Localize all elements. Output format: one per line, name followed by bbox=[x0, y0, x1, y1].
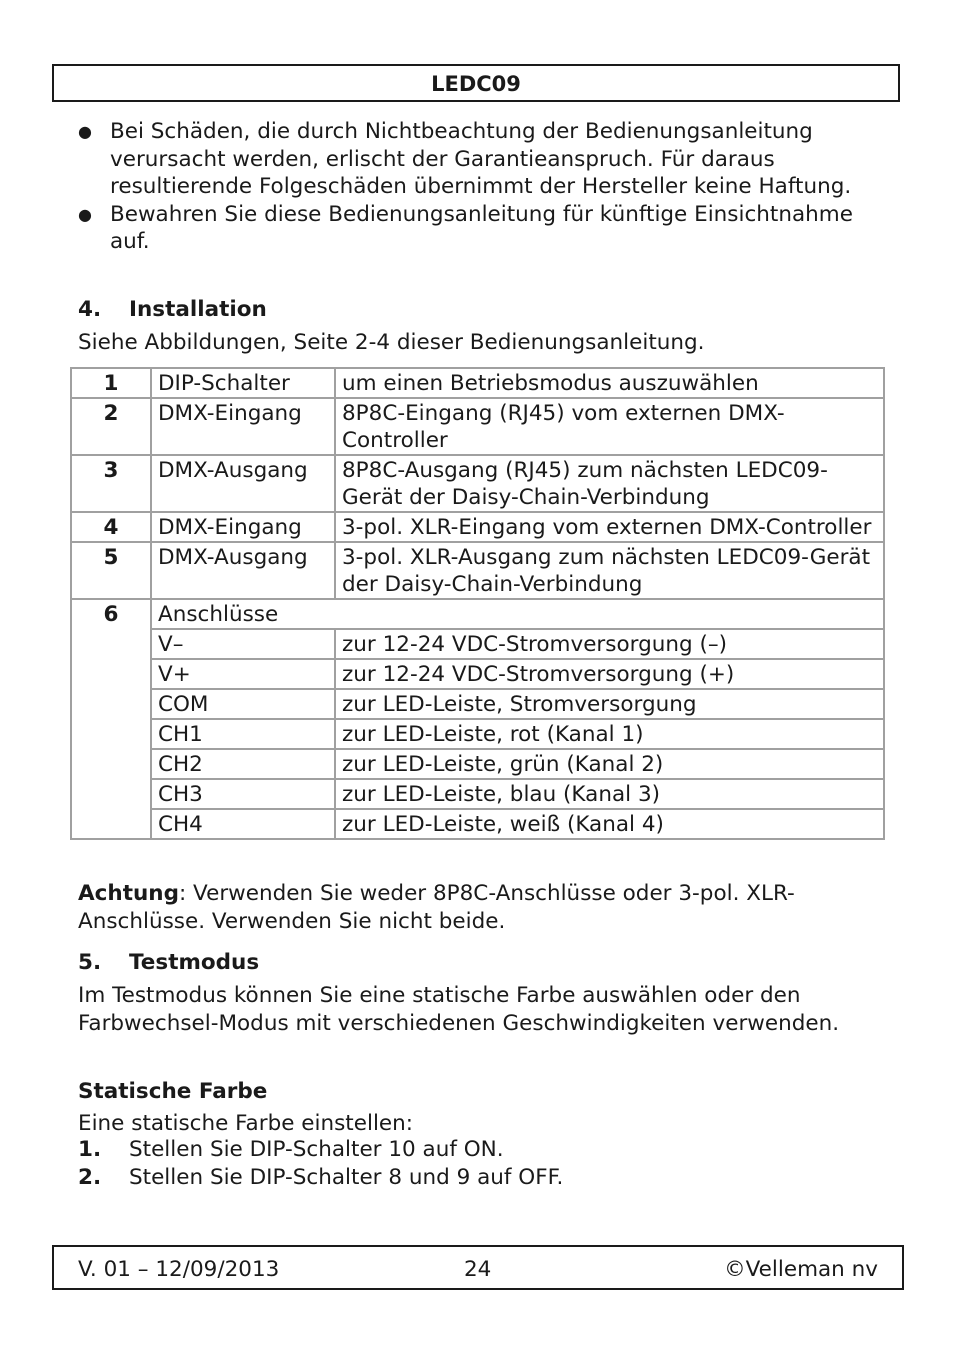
row-name: DMX-Ausgang bbox=[151, 455, 335, 512]
table-row bbox=[71, 719, 884, 749]
section-number: 4. bbox=[78, 297, 102, 322]
document-title: LEDC09 bbox=[431, 72, 521, 96]
table-row bbox=[71, 749, 884, 779]
row-name: DIP-Schalter bbox=[151, 368, 335, 398]
pin-name: CH4 bbox=[151, 809, 335, 839]
row-number: 6 bbox=[71, 599, 151, 839]
bullet-icon: ● bbox=[78, 122, 92, 141]
table-row bbox=[71, 779, 884, 809]
pin-description: zur LED-Leiste, blau (Kanal 3) bbox=[335, 779, 884, 809]
row-description: 3-pol. XLR-Eingang vom externen DMX-Controller bbox=[335, 512, 884, 542]
table-row bbox=[71, 512, 884, 542]
pin-description: zur LED-Leiste, rot (Kanal 1) bbox=[335, 719, 884, 749]
pin-description: zur LED-Leiste, weiß (Kanal 4) bbox=[335, 809, 884, 839]
pin-description: zur 12-24 VDC-Stromversorgung (–) bbox=[335, 629, 884, 659]
step-number: 2. bbox=[78, 1165, 102, 1190]
pin-name: CH3 bbox=[151, 779, 335, 809]
version-text: V. 01 – 12/09/2013 bbox=[78, 1257, 280, 1282]
list-item bbox=[78, 118, 878, 201]
row-number: 1 bbox=[71, 368, 151, 398]
row-description: 8P8C-Eingang (RJ45) vom externen DMX-Controller bbox=[335, 398, 884, 455]
pin-name: COM bbox=[151, 689, 335, 719]
row-description: 3-pol. XLR-Ausgang zum nächsten LEDC09-Gerät der Daisy-Chain-Verbindung bbox=[335, 542, 884, 599]
row-number: 5 bbox=[71, 542, 151, 599]
section-title: Testmodus bbox=[129, 950, 260, 975]
table-row bbox=[71, 368, 884, 398]
table-row bbox=[71, 689, 884, 719]
bullet-text: Bei Schäden, die durch Nichtbeachtung der Bedienungsanleitung verursacht werden, erlischt der Garantieanspruch. Für daraus resultierende Folgeschäden übernimmt der Hersteller keine Haftung. bbox=[110, 119, 852, 199]
pin-description: zur LED-Leiste, Stromversorgung bbox=[335, 689, 884, 719]
page-header bbox=[52, 64, 900, 102]
row-description: um einen Betriebsmodus auszuwählen bbox=[335, 368, 884, 398]
table-row bbox=[71, 599, 884, 629]
row-name: DMX-Ausgang bbox=[151, 542, 335, 599]
step-list bbox=[78, 1136, 878, 1192]
warning-label: Achtung bbox=[78, 881, 179, 906]
page-number: 24 bbox=[464, 1257, 492, 1282]
pin-name: CH1 bbox=[151, 719, 335, 749]
pin-description: zur LED-Leiste, grün (Kanal 2) bbox=[335, 749, 884, 779]
bullet-icon: ● bbox=[78, 204, 92, 224]
page-footer bbox=[52, 1245, 904, 1290]
table-row bbox=[71, 809, 884, 839]
section-number: 5. bbox=[78, 950, 102, 975]
list-item bbox=[78, 1164, 878, 1192]
list-item bbox=[78, 1136, 878, 1164]
pin-name: V+ bbox=[151, 659, 335, 689]
table-row bbox=[71, 542, 884, 599]
row-number: 4 bbox=[71, 512, 151, 542]
bullet-list bbox=[78, 118, 878, 256]
section-title: Installation bbox=[129, 297, 267, 322]
copyright-text: ©Velleman nv bbox=[724, 1257, 878, 1282]
subsection-heading: Statische Farbe bbox=[78, 1079, 268, 1104]
connection-table bbox=[70, 367, 885, 840]
pin-name: CH2 bbox=[151, 749, 335, 779]
warning-text: : Verwenden Sie weder 8P8C-Anschlüsse oder 3-pol. XLR-Anschlüsse. Verwenden Sie nicht beide. bbox=[78, 881, 795, 934]
list-item bbox=[78, 201, 878, 256]
pin-description: zur 12-24 VDC-Stromversorgung (+) bbox=[335, 659, 884, 689]
table-row bbox=[71, 659, 884, 689]
row-number: 3 bbox=[71, 455, 151, 512]
pin-name: V– bbox=[151, 629, 335, 659]
step-text: Stellen Sie DIP-Schalter 8 und 9 auf OFF. bbox=[129, 1165, 564, 1190]
connectors-title: Anschlüsse bbox=[151, 599, 884, 629]
section-heading-testmodus bbox=[78, 949, 259, 977]
bullet-text: Bewahren Sie diese Bedienungsanleitung für künftige Einsichtnahme auf. bbox=[110, 201, 853, 254]
subsection-intro: Eine statische Farbe einstellen: bbox=[78, 1111, 414, 1136]
section-text: Im Testmodus können Sie eine statische Farbe auswählen oder den Farbwechsel-Modus mit verschiedenen Geschwindigkeiten verwenden. bbox=[78, 983, 840, 1036]
step-number: 1. bbox=[78, 1137, 102, 1162]
section-intro: Siehe Abbildungen, Seite 2-4 dieser Bedienungsanleitung. bbox=[78, 330, 705, 355]
section-heading-installation bbox=[78, 296, 267, 324]
row-name: DMX-Eingang bbox=[151, 398, 335, 455]
table-row bbox=[71, 629, 884, 659]
row-number: 2 bbox=[71, 398, 151, 455]
table-row bbox=[71, 398, 884, 455]
warning-note bbox=[78, 880, 878, 935]
step-text: Stellen Sie DIP-Schalter 10 auf ON. bbox=[129, 1137, 504, 1162]
row-name: DMX-Eingang bbox=[151, 512, 335, 542]
row-description: 8P8C-Ausgang (RJ45) zum nächsten LEDC09-Gerät der Daisy-Chain-Verbindung bbox=[335, 455, 884, 512]
table-row bbox=[71, 455, 884, 512]
